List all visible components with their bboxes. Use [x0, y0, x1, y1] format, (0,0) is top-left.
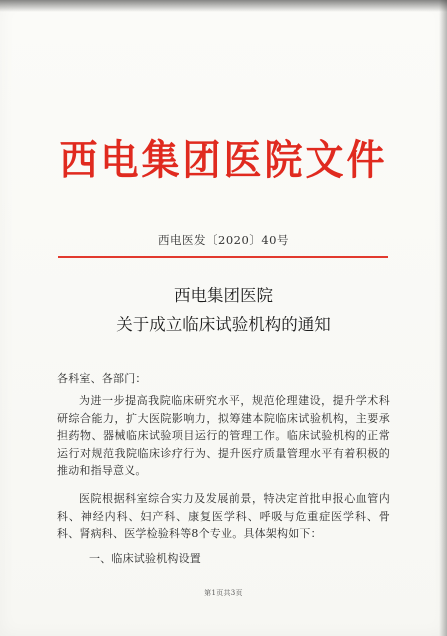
body-paragraph-2: 医院根据科室综合实力及发展前景，特决定首批申报心血管内科、神经内科、妇产科、康复医学科、呼吸与危重症医学科、骨科、肾病科、医学检验科等8个专业。具体架构如下：	[57, 492, 390, 540]
red-divider-rule	[58, 256, 388, 258]
body-paragraph-1: 为进一步提高我院临床研究水平，规范伦理建设，提升学术科研综合能力，扩大医院影响力，拟筹建本院临床试验机构，主要承担药物、器械临床试验项目运行的管理工作。临床试验机构的正常运行对规范我院临床诊疗行为、提升医疗质量管理水平有着积极的推动和指导意义。	[57, 394, 390, 477]
page-indicator: 第1页共3页	[204, 589, 243, 597]
section-heading-1: 一、临床试验机构设置	[89, 552, 201, 565]
scan-shadow-top	[0, 0, 447, 12]
document-number: 西电医发〔2020〕40号	[158, 233, 289, 247]
document-header-title: 西电集团医院文件	[59, 135, 388, 184]
notice-title-line-1: 西电集团医院	[174, 286, 273, 305]
salutation: 各科室、各部门：	[57, 372, 147, 385]
notice-title-line-2: 关于成立临床试验机构的通知	[116, 315, 331, 334]
